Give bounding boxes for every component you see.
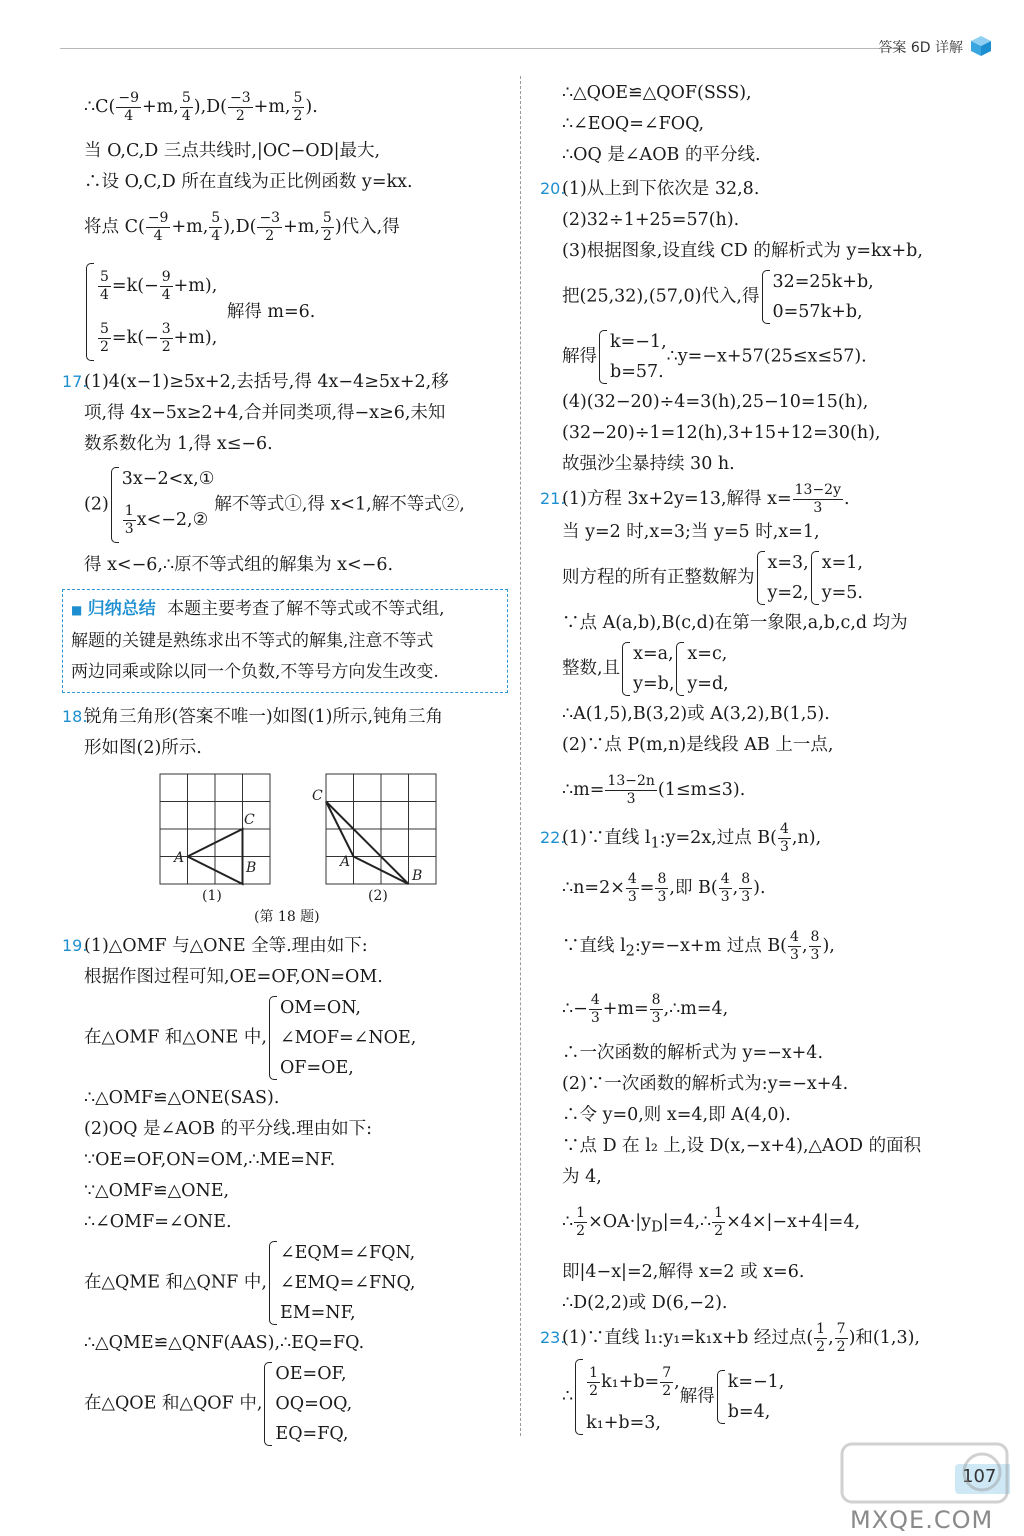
answer-line: 项,得 4x−5x≥2+4,合并同类项,得−x≥6,未知	[84, 403, 446, 423]
congruence-system: 在△QOE 和△QOF 中, OE=OF, OQ=OQ, EQ=FQ,	[84, 1364, 353, 1444]
answer-line: (2)∵点 P(m,n)是线段 AB 上一点,	[562, 735, 834, 755]
figure-label: (1)	[202, 888, 222, 904]
summary-title: 归纳总结	[87, 599, 156, 619]
equation-system: 解得 k=−1, b=57. ∴y=−x+57(25≤x≤57).	[562, 332, 867, 382]
question-18: 18.锐角三角形(答案不唯一)如图(1)所示,钝角三角	[62, 707, 444, 727]
answer-line: ∴ $\frac{1}{2}$ $\times OA\cdot|y_D|=4,\therefore$ $\frac{1}{2}$ ×4×|−x+4|=4,	[562, 1205, 861, 1239]
answer-line: 即|4−x|=2,解得 x=2 或 x=6.	[562, 1261, 805, 1282]
answer-line: ∴∠OMF=∠ONE.	[84, 1212, 232, 1232]
question-21: 21.(1)方程 3x+2y=13,解得 x= $\frac{13-2y}{3}$ .	[540, 482, 850, 516]
answer-line: 故强沙尘暴持续 30 h.	[562, 454, 735, 474]
figure-label: (2)	[368, 888, 388, 904]
answer-line: ∴m= $\frac{13-2n}{3}$ (1≤m≤3).	[562, 773, 746, 807]
svg-text:A: A	[340, 854, 351, 870]
answer-line: ∴∠EOQ=∠FOQ,	[562, 114, 705, 134]
answer-line: ∵△OMF≌△ONE,	[84, 1181, 230, 1201]
figure-18	[84, 772, 507, 925]
column-divider	[520, 76, 521, 1436]
answer-line: 当 y=2 时,x=3;当 y=5 时,x=1,	[562, 522, 820, 542]
summary-box: ■ 归纳总结 本题主要考查了解不等式或不等式组, 解题的关键是熟练求出不等式的解集,注意不等式 两边同乘或除以同一个负数,不等号方向发生改变.	[62, 589, 508, 693]
answer-line: 数系数化为 1,得 x≤−6.	[84, 434, 273, 454]
right-column	[540, 78, 1000, 1438]
answer-line: 为 4,	[562, 1167, 602, 1187]
answer-line: 根据作图过程可知,OE=OF,ON=OM.	[84, 967, 383, 987]
congruence-system: 在△QME 和△QNF 中, ∠EQM=∠FQN, ∠EMQ=∠FNQ, EM=NF,	[84, 1243, 416, 1323]
header-rule	[60, 48, 905, 49]
equation-system: 把(25,32),(57,0)代入,得 32=25k+b, 0=57k+b,	[562, 272, 874, 322]
svg-text:B: B	[246, 860, 257, 876]
question-23: 23.(1)∵直线 l₁:y₁=k₁x+b 经过点( $\frac{1}{2}$ , $\frac{7}{2}$ )和(1,3),	[540, 1320, 920, 1355]
inequality-system: (2) 3x−2<x,① $\frac{1}{3}$ x<−2,② 解不等式①,得 x<1,解不等式②,	[84, 464, 507, 546]
answer-line: 将点 C( $\frac{-9}{4}$ +m, $\frac{5}{4}$ ),D( $\frac{-3}{2}$ +m, $\frac{5}{2}$ )代入,得	[84, 210, 400, 244]
answer-line: (2)∵一次函数的解析式为:y=−x+4.	[562, 1074, 849, 1094]
answer-line: ∴△OMF≌△ONE(SAS).	[84, 1088, 280, 1108]
answer-line: ∴OQ 是∠AOB 的平分线.	[562, 145, 761, 165]
answer-line: (2)32÷1+25=57(h).	[562, 210, 740, 230]
answer-line: ∴n=2× $\frac{4}{3}$ = $\frac{8}{3}$ ,即 B( $\frac{4}{3}$ , $\frac{8}{3}$ ).	[562, 870, 766, 905]
answer-line: (3)根据图象,设直线 CD 的解析式为 y=kx+b,	[562, 241, 923, 261]
answer-line: ∵点 D 在 l₂ 上,设 D(x,−x+4),△AOD 的面积	[562, 1136, 922, 1156]
svg-text:A: A	[174, 850, 185, 866]
solution-system: 则方程的所有正整数解为 x=3, y=2, x=1, y=5.	[562, 553, 863, 603]
answer-line: ∵点 A(a,b),B(c,d)在第一象限,a,b,c,d 均为	[562, 613, 908, 633]
answer-line: (2)OQ 是∠AOB 的平分线.理由如下:	[84, 1119, 373, 1139]
answer-line: 形如图(2)所示.	[84, 738, 202, 758]
question-19: 19.(1)△OMF 与△ONE 全等.理由如下:	[62, 936, 368, 956]
question-22: 22.(1)∵直线 $l_1:y=2x$,过点 B( $\frac{4}{3}$ ,n),	[540, 821, 822, 855]
equation-system: $\frac{5}{4}$ =k(− $\frac{9}{4}$ +m), $\frac{5}{2}$ =k(− $\frac{3}{2}$ +m), 解得 m=6.	[84, 260, 507, 364]
grid-figures	[84, 772, 504, 892]
equation-system: ∴ $\frac{1}{2}$ k₁+b= $\frac{7}{2}$ , k₁+b=3, 解得 k=−1, b=4,	[562, 1356, 1000, 1438]
answer-line: 得 x<−6,∴原不等式组的解集为 x<−6.	[84, 555, 394, 575]
solution-system: 整数,且 x=a, y=b, x=c, y=d,	[562, 644, 729, 694]
question-20: 20.(1)从上到下依次是 32,8.	[540, 179, 760, 199]
page-header	[60, 36, 1015, 58]
answer-line: ∵OE=OF,ON=OM,∴ME=NF.	[84, 1150, 336, 1170]
answer-line: (4)(32−20)÷4=3(h),25−10=15(h),	[562, 392, 869, 412]
answer-line: ∵直线 $l_2:y=-x+m$ 过点 B( $\frac{4}{3}$ , $\frac{8}{3}$ ),	[562, 928, 835, 963]
answer-line: ∴D(2,2)或 D(6,−2).	[562, 1292, 728, 1313]
question-17: 17.(1)4(x−1)≥5x+2,去括号,得 4x−4≥5x+2,移	[62, 372, 449, 392]
answer-line: ∴− $\frac{4}{3}$ +m= $\frac{8}{3}$ ,∴m=4,	[562, 992, 729, 1026]
congruence-system: 在△OMF 和△ONE 中, OM=ON, ∠MOF=∠NOE, OF=OE,	[84, 998, 417, 1078]
svg-text:B: B	[412, 868, 423, 884]
answer-line: ∴一次函数的解析式为 y=−x+4.	[562, 1043, 824, 1063]
page-number: 107	[962, 1466, 997, 1487]
answer-line: ∴A(1,5),B(3,2)或 A(3,2),B(1,5).	[562, 704, 830, 724]
answer-line: ∴C( $\frac{-9}{4}$ +m, $\frac{5}{4}$ ),D( $\frac{-3}{2}$ +m, $\frac{5}{2}$ ).	[84, 90, 318, 124]
cube-icon	[969, 34, 993, 58]
answer-line: ∴令 y=0,则 x=4,即 A(4,0).	[562, 1105, 791, 1125]
figure-caption: (第 18 题)	[254, 909, 320, 925]
watermark-text: MXQE.COM	[850, 1506, 994, 1534]
answer-line: ∴△QME≌△QNF(AAS),∴EQ=FQ.	[84, 1333, 365, 1353]
left-column	[62, 78, 507, 1449]
answer-line: ∴设 O,C,D 所在直线为正比例函数 y=kx.	[84, 172, 413, 192]
bullet-icon: ■	[71, 603, 83, 617]
header-title: 答案 6D 详解	[878, 40, 963, 56]
svg-text:C: C	[244, 812, 255, 828]
svg-text:C: C	[312, 788, 323, 804]
answer-line: (32−20)÷1=12(h),3+15+12=30(h),	[562, 423, 881, 443]
answer-line: 当 O,C,D 三点共线时,|OC−OD|最大,	[84, 141, 381, 161]
answer-line: ∴△QOE≌△QOF(SSS),	[562, 83, 752, 103]
